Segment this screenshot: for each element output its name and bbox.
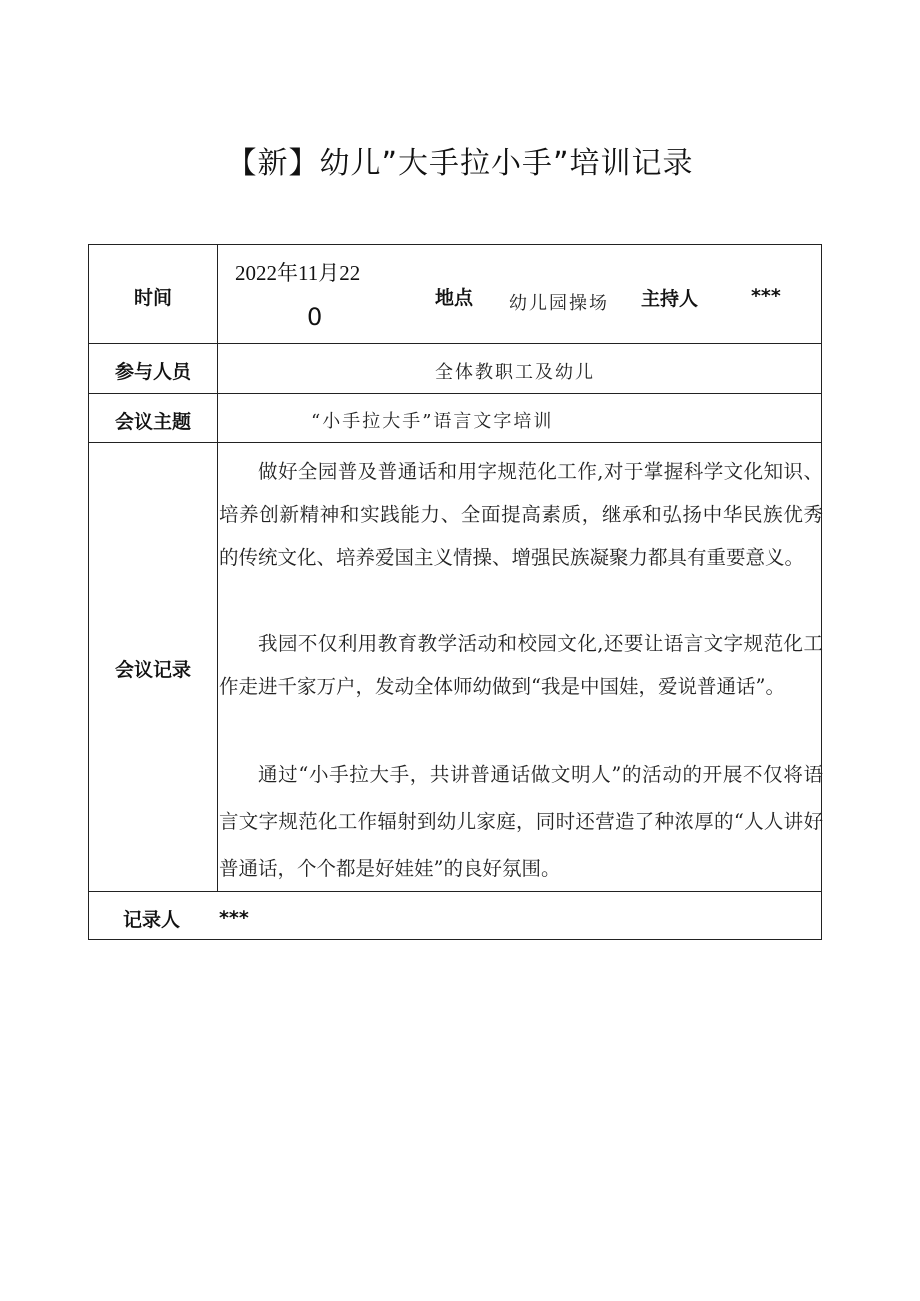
row-divider — [89, 393, 821, 394]
recorder-label: 记录人 — [123, 909, 181, 931]
notes-paragraph: 做好全园普及普通话和用字规范化工作,对于掌握科学文化知识、培养创新精神和实践能力、全面提高素质，继承和弘扬中华民族优秀的传统文化、培养爱国主义情操、增强民族凝聚力都具有重要意义。 — [219, 460, 823, 569]
location-label: 地点 — [435, 287, 474, 309]
meeting-record-table — [88, 244, 822, 940]
host-value: *** — [751, 285, 781, 307]
theme-label: 会议主题 — [114, 411, 191, 433]
time-value: 2022年11月22 — [235, 261, 361, 285]
recorder-value: *** — [219, 907, 249, 929]
notes-paragraph: 通过“小手拉大手，共讲普通话做文明人”的活动的开展不仅将语言文字规范化工作辐射到幼儿家庭，同时还营造了种浓厚的“人人讲好普通话，个个都是好娃娃”的良好氛围。 — [219, 763, 823, 880]
time-label: 时间 — [133, 287, 172, 309]
page-title: 【新】幼儿”大手拉小手”培训记录 — [226, 146, 694, 181]
notes-label: 会议记录 — [114, 659, 191, 681]
row-divider — [89, 442, 821, 443]
time-value-continued: 0 — [307, 303, 323, 331]
participants-value: 全体教职工及幼儿 — [435, 362, 595, 383]
theme-value: “小手拉大手”语言文字培训 — [311, 411, 554, 432]
location-value: 幼儿园操场 — [509, 293, 609, 314]
row-divider — [89, 343, 821, 344]
notes-paragraph: 我园不仅利用教育教学活动和校园文化,还要让语言文字规范化工作走进千家万户，发动全体师幼做到“我是中国娃，爱说普通话”。 — [219, 632, 823, 698]
participants-label: 参与人员 — [114, 361, 191, 383]
column-divider — [217, 245, 218, 891]
host-label: 主持人 — [641, 288, 699, 310]
